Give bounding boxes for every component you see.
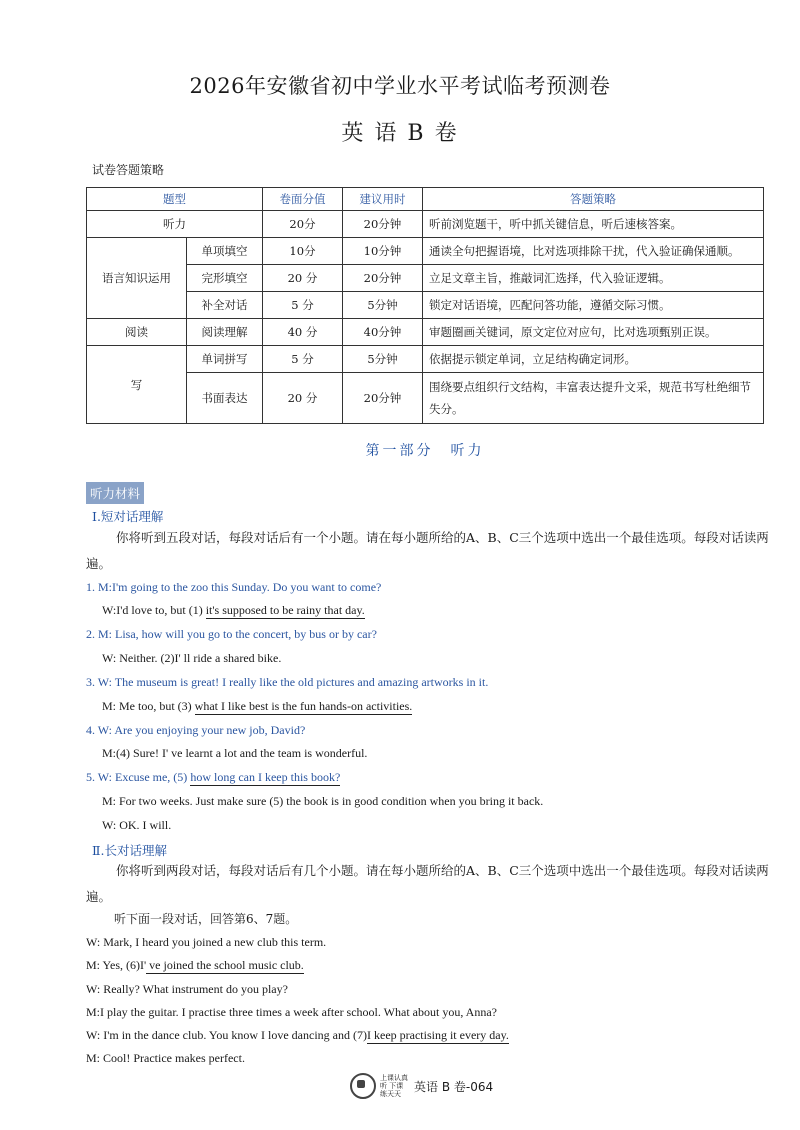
- table-cell: 5 分: [263, 292, 343, 319]
- table-cell: 语言知识运用: [87, 238, 187, 319]
- dialogue-line: W: Really? What instrument do you play?: [86, 982, 288, 996]
- table-cell: 锁定对话语境，匹配问答功能，遵循交际习惯。: [423, 292, 764, 319]
- dialogue-line: W: Neither. (2)I' ll ride a shared bike.: [102, 651, 282, 665]
- dialogue-line: M:I play the guitar. I practise three times a week after school. What about you, Anna?: [86, 1005, 497, 1019]
- footer-brand: 上课认真听 下课练天天: [380, 1074, 408, 1098]
- table-row: [87, 211, 764, 238]
- table-cell: 听前浏览题干，听中抓关键信息，听后速核答案。: [423, 211, 764, 238]
- dialogue-line: 3. W: The museum is great! I really like the old pictures and amazing artworks in it.: [86, 675, 489, 689]
- table-row: [87, 346, 764, 373]
- instruction-text: 你将听到两段对话，每段对话后有几个小题。请在每小题所给的A、B、C三个选项中选出一个最佳选项。每段对话读两遍。: [86, 863, 769, 904]
- instruction-text: 你将听到五段对话，每段对话后有一个小题。请在每小题所给的A、B、C三个选项中选出一个最佳选项。每段对话读两遍。: [86, 530, 769, 571]
- lead-text: 听下面一段对话，回答第6、7题。: [114, 912, 298, 926]
- section-heading: Ⅱ.长对话理解: [92, 843, 167, 858]
- dialogue-line: [86, 770, 340, 785]
- answer-underline: ve joined the school music club.: [146, 958, 304, 972]
- dialogue-text: M: Me too, but (3): [102, 699, 195, 713]
- table-header: 卷面分值: [263, 188, 343, 211]
- table-cell: 20分: [263, 211, 343, 238]
- table-row: [87, 265, 764, 292]
- table-row: [87, 319, 764, 346]
- strategy-label: 试卷答题策略: [92, 163, 165, 177]
- section-badge: 听力材料: [86, 482, 144, 504]
- answer-underline: it's supposed to be rainy that day.: [205, 603, 365, 617]
- table-cell: 10分: [263, 238, 343, 265]
- table-header: 答题策略: [423, 188, 764, 211]
- table-cell: 听力: [87, 211, 263, 238]
- dialogue-line: 2. M: Lisa, how will you go to the concert, by bus or by car?: [86, 627, 377, 641]
- dialogue-line: W: OK. I will.: [102, 818, 172, 832]
- table-cell: 完形填空: [187, 265, 263, 292]
- part-title: 第一部分 听力: [365, 443, 485, 459]
- table-cell: 5分钟: [343, 292, 423, 319]
- footer-text: 英语 B 卷-064: [414, 1079, 494, 1094]
- section-heading: Ⅰ.短对话理解: [92, 509, 164, 524]
- dialogue-line: M:(4) Sure! I' ve learnt a lot and the team is wonderful.: [102, 746, 368, 760]
- table-cell: 40 分: [263, 319, 343, 346]
- table-cell: 20分钟: [343, 373, 423, 424]
- dialogue-text: W:I'd love to, but (1): [102, 603, 206, 617]
- table-cell: 20分钟: [343, 211, 423, 238]
- answer-underline: what I like best is the fun hands-on activities.: [194, 699, 413, 713]
- dialogue-line: M: Cool! Practice makes perfect.: [86, 1051, 245, 1065]
- dialogue-text: W: I'm in the dance club. You know I love dancing and (7): [86, 1028, 367, 1042]
- table-cell: 审题圈画关键词，原文定位对应句，比对选项甄别正误。: [423, 319, 764, 346]
- table-cell: 20分钟: [343, 265, 423, 292]
- dialogue-line: [86, 1028, 509, 1043]
- table-cell: 阅读: [87, 319, 187, 346]
- dialogue-line: W: Mark, I heard you joined a new club this term.: [86, 935, 327, 949]
- page-subtitle: 英 语 B 卷: [341, 121, 459, 146]
- dialogue-line: 4. W: Are you enjoying your new job, David?: [86, 723, 306, 737]
- table-cell: 补全对话: [187, 292, 263, 319]
- table-header: 建议用时: [343, 188, 423, 211]
- dialogue-text: M: Yes, (6)I': [86, 958, 147, 972]
- answer-underline: I keep practising it every day.: [367, 1028, 509, 1042]
- answer-underline: how long can I keep this book?: [190, 770, 341, 784]
- dialogue-text: 5. W: Excuse me, (5): [86, 770, 191, 784]
- table-cell: 40分钟: [343, 319, 423, 346]
- table-row: [87, 292, 764, 319]
- dialogue-line: [102, 699, 412, 714]
- table-row: [87, 238, 764, 265]
- dialogue-line: 1. M:I'm going to the zoo this Sunday. Do you want to come?: [86, 580, 382, 594]
- table-cell: 书面表达: [187, 373, 263, 424]
- table-cell: 依据提示锁定单词，立足结构确定词形。: [423, 346, 764, 373]
- table-cell: 通读全句把握语境，比对选项排除干扰，代入验证确保通顺。: [423, 238, 764, 265]
- table-cell: 写: [87, 346, 187, 424]
- brand-logo-icon: [350, 1073, 376, 1099]
- page-footer: [350, 1073, 493, 1099]
- table-header: 题型: [87, 188, 263, 211]
- table-cell: 20 分: [263, 265, 343, 292]
- table-cell: 5分钟: [343, 346, 423, 373]
- dialogue-line: M: For two weeks. Just make sure (5) the book is in good condition when you bring it back.: [102, 794, 544, 808]
- strategy-table: [86, 187, 764, 424]
- table-cell: 20 分: [263, 373, 343, 424]
- table-cell: 单词拼写: [187, 346, 263, 373]
- table-cell: 10分钟: [343, 238, 423, 265]
- page-title: 2026年安徽省初中学业水平考试临考预测卷: [189, 74, 611, 98]
- table-row: [87, 373, 764, 424]
- dialogue-line: [86, 958, 304, 973]
- table-cell: 单项填空: [187, 238, 263, 265]
- table-cell: 阅读理解: [187, 319, 263, 346]
- table-cell: 立足文章主旨，推敲词汇选择，代入验证逻辑。: [423, 265, 764, 292]
- table-header-row: [87, 188, 764, 211]
- table-cell: 围绕要点组织行文结构，丰富表达提升文采，规范书写杜绝细节失分。: [423, 373, 764, 424]
- dialogue-line: [102, 603, 365, 618]
- table-cell: 5 分: [263, 346, 343, 373]
